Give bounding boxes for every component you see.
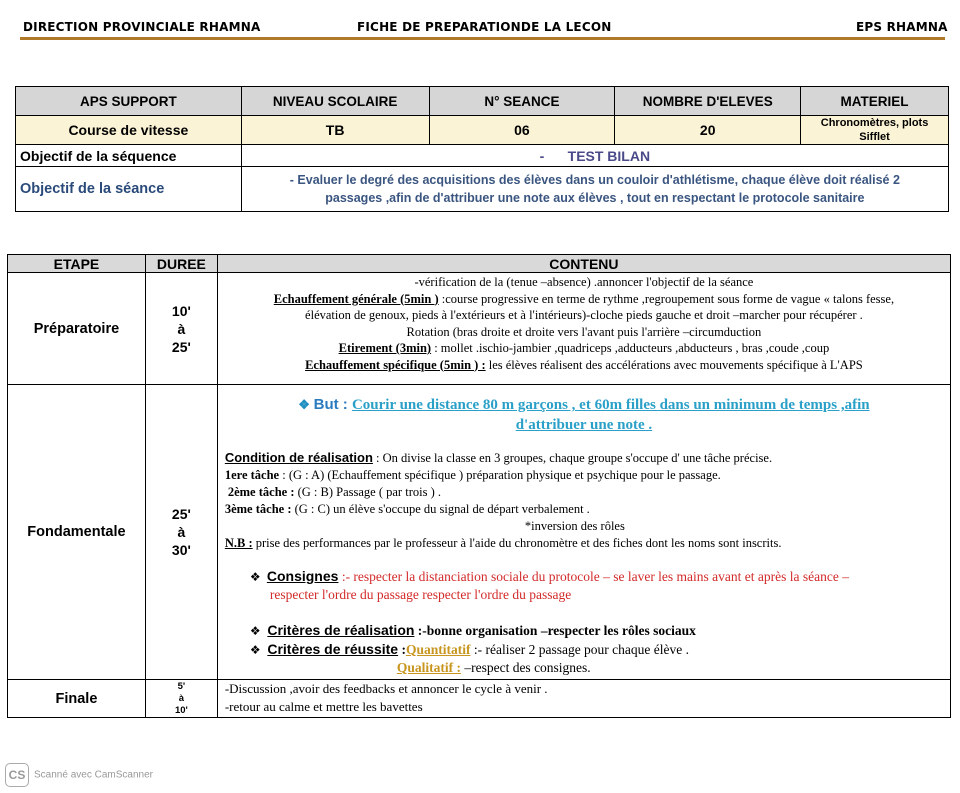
duree-preparatoire — [145, 273, 217, 385]
ech-spec-text: les élèves réalisent des accélérations avec mouvements spécifique à L'APS — [485, 357, 863, 372]
task-2 — [225, 484, 950, 501]
prep-line-2 — [218, 291, 950, 308]
info-table — [15, 86, 949, 212]
duree-start: 5' — [177, 680, 186, 692]
consignes-block — [218, 567, 950, 604]
criteres-block — [218, 621, 950, 677]
prep-line-5 — [218, 340, 950, 357]
quantitatif-text: :- réaliser 2 passage pour chaque élève . — [470, 642, 690, 657]
info-header-materiel: MATERIEL — [801, 87, 949, 116]
contenu-fondamentale — [217, 385, 950, 680]
prep-line-3: élévation de genoux, pieds à l'extérieurs et à l'intérieurs)-cloche pieds gauche et droit –marcher pour récupérer . — [305, 308, 863, 322]
task-2-text: (G : B) Passage ( par trois ) . — [294, 485, 441, 499]
duree-finale — [145, 680, 217, 718]
prep-line-6 — [218, 357, 950, 374]
etir-label: Etirement (3min) — [338, 341, 432, 355]
header-right: EPS RHAMNA — [856, 20, 948, 34]
objectif-seance-line-1: - Evaluer le degré des acquisitions des élèves dans un couloir d'athlétisme, chaque élève doit réalisé 2 — [289, 173, 900, 187]
materiel-line-2: Sifflet — [859, 131, 890, 143]
cond-label: Condition de réalisation — [224, 450, 373, 465]
but-label: But : — [313, 396, 352, 413]
info-value-materiel — [801, 116, 949, 145]
task-3-label: 3ème tâche : — [224, 502, 292, 516]
duree-end: 10' — [174, 704, 188, 716]
crit-reus-label: Critères de réussite — [267, 641, 399, 657]
objectif-seance-value — [241, 167, 948, 212]
quantitatif-label: Quantitatif — [405, 642, 471, 657]
info-value-niveau: TB — [241, 116, 429, 145]
col-duree: DUREE — [145, 255, 217, 273]
finale-line-2: -retour au calme et mettre les bavettes — [224, 699, 423, 714]
task-3 — [225, 501, 950, 518]
but-text-2: d'attribuer une note . — [515, 417, 653, 433]
camscanner-logo: CS — [5, 763, 29, 787]
qualitatif-label: Qualitatif : — [396, 660, 461, 675]
prep-line-4: Rotation (bras droite et droite vers l'avant puis l'arrière –circumduction — [406, 324, 762, 339]
row-fondamentale — [8, 385, 951, 680]
but-block — [218, 395, 950, 435]
cond-line — [225, 449, 950, 467]
duree-fondamentale — [145, 385, 217, 680]
ech-spec-label: Echauffement spécifique (5min ) : — [305, 357, 486, 372]
ech-gen-label: Echauffement générale (5min ) — [273, 291, 439, 306]
info-header-row — [16, 87, 949, 116]
info-value-seance: 06 — [429, 116, 615, 145]
nb-text: prise des performances par le professeur à l'aide du chronomètre et des fiches dont les noms sont inscrits. — [252, 536, 782, 550]
crit-real-label: Critères de réalisation — [267, 622, 415, 638]
info-header-niveau: NIVEAU SCOLAIRE — [241, 87, 429, 116]
objectif-sequence-label: Objectif de la séquence — [16, 145, 242, 167]
objectif-seance-line-2: passages ,afin de d'attribuer une note aux élèves , tout en respectant le protocole sanitaire — [325, 191, 865, 205]
info-value-aps: Course de vitesse — [16, 116, 242, 145]
row-finale — [8, 680, 951, 718]
task-2-label: 2ème tâche : — [227, 485, 295, 499]
qualitatif-text: –respect des consignes. — [460, 660, 591, 675]
etape-preparatoire: Préparatoire — [8, 273, 146, 385]
contenu-preparatoire — [217, 273, 950, 385]
header-divider — [20, 37, 945, 40]
row-preparatoire — [8, 273, 951, 385]
ech-gen-text: :course progressive en terme de rythme ,regroupement sous forme de vague « talons fesse, — [438, 291, 895, 306]
task-1 — [225, 467, 950, 484]
diamond-bullet-icon: ❖ — [298, 397, 310, 412]
duree-sep: à — [177, 320, 186, 337]
fond-tasks — [218, 449, 950, 552]
crit-reus-line — [250, 640, 950, 659]
lesson-header-row — [8, 255, 951, 273]
etape-finale: Finale — [8, 680, 146, 718]
duree-sep: à — [178, 692, 185, 704]
info-header-seance: N° SEANCE — [429, 87, 615, 116]
col-contenu: CONTENU — [217, 255, 950, 273]
consignes-label: Consignes — [266, 568, 339, 584]
task-3-text: (G : C) un élève s'occupe du signal de départ verbalement . — [291, 502, 590, 516]
consignes-line-1 — [250, 567, 950, 586]
finale-line-1: -Discussion ,avoir des feedbacks et annoncer le cycle à venir . — [224, 681, 548, 696]
materiel-line-1: Chronomètres, plots — [820, 117, 929, 129]
crit-real-bullet-icon: ❖ — [249, 624, 261, 638]
col-etape: ETAPE — [8, 255, 146, 273]
task-1-text: : (G : A) (Echauffement spécifique ) préparation physique et psychique pour le passage. — [279, 468, 721, 482]
cond-text: : On divise la classe en 3 groupes, chaque groupe s'occupe d' une tâche précise. — [372, 451, 773, 465]
task-1-label: 1ere tâche — [224, 468, 280, 482]
etape-fondamentale: Fondamentale — [8, 385, 146, 680]
header-center: FICHE DE PREPARATIONDE LA LECON — [357, 20, 612, 34]
duree-end: 30' — [171, 542, 191, 558]
crit-reus-bullet-icon: ❖ — [249, 643, 261, 657]
duree-start: 25' — [171, 506, 191, 522]
objectif-sequence-row — [16, 145, 949, 167]
consignes-line-2: respecter l'ordre du passage respecter l'ordre du passage — [269, 587, 572, 602]
duree-start: 10' — [171, 302, 191, 319]
crit-real-line — [250, 621, 950, 640]
objectif-seance-row — [16, 167, 949, 212]
info-header-aps: APS SUPPORT — [16, 87, 242, 116]
objectif-seance-label: Objectif de la séance — [16, 167, 242, 212]
footer-text: Scanné avec CamScanner — [34, 769, 153, 781]
objectif-sequence-value: - TEST BILAN — [241, 145, 948, 167]
info-header-nombre: NOMBRE D'ELEVES — [615, 87, 801, 116]
inversion-line: *inversion des rôles — [524, 519, 625, 533]
qual-line — [250, 659, 950, 677]
crit-real-text: :-bonne organisation –respecter les rôles sociaux — [414, 623, 696, 638]
etir-text: : mollet .ischio-jambier ,quadriceps ,adducteurs ,abducteurs , bras ,coude ,coup — [431, 341, 830, 355]
prep-line-1: -vérification de la (tenue –absence) .annoncer l'objectif de la séance — [414, 275, 754, 289]
duree-sep: à — [177, 524, 186, 540]
consignes-text-1: :- respecter la distanciation sociale du protocole – se laver les mains avant et après la séance – — [338, 569, 849, 584]
nb-label: N.B : — [224, 536, 253, 550]
info-values-row — [16, 116, 949, 145]
but-text-1: Courir une distance 80 m garçons , et 60m filles dans un minimum de temps ,afin — [351, 397, 870, 413]
consignes-bullet-icon: ❖ — [249, 570, 261, 584]
duree-end: 25' — [171, 338, 191, 355]
crit-reus-colon: : — [398, 642, 406, 657]
lesson-table — [7, 254, 951, 718]
nb-line — [225, 535, 950, 552]
info-value-nombre: 20 — [615, 116, 801, 145]
header-left: DIRECTION PROVINCIALE RHAMNA — [23, 20, 261, 34]
contenu-finale — [217, 680, 950, 718]
footer — [5, 763, 153, 787]
